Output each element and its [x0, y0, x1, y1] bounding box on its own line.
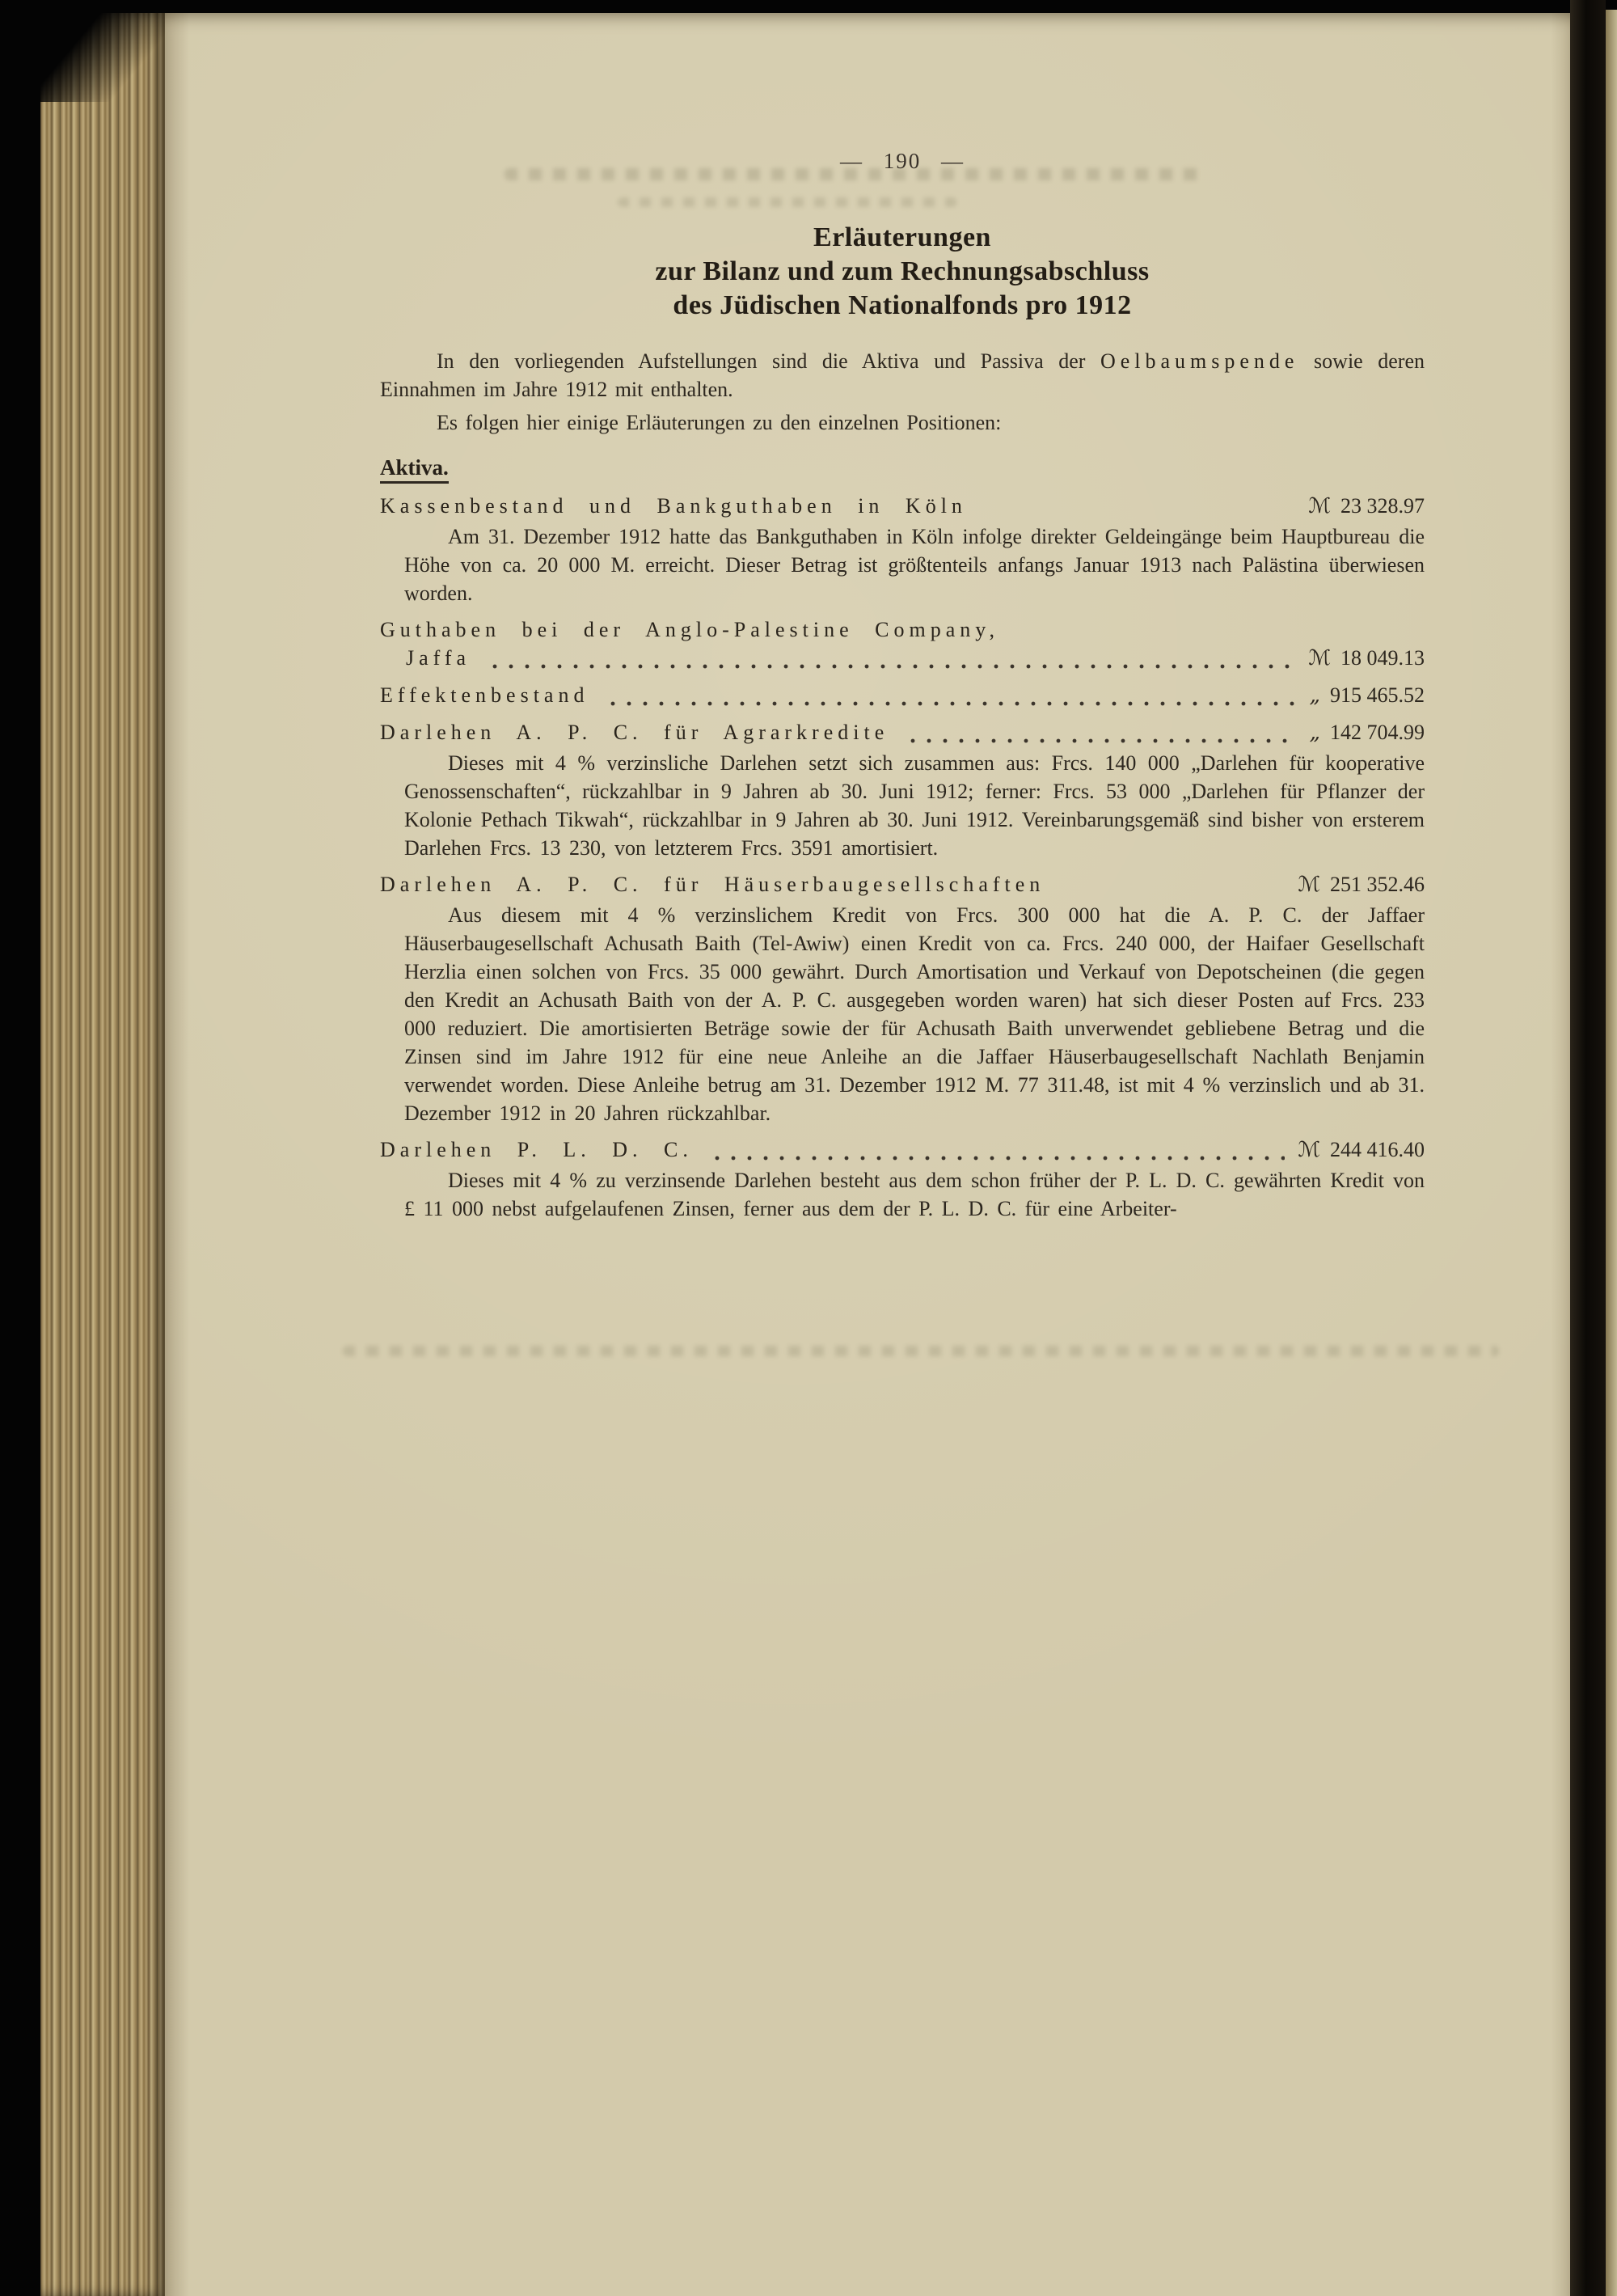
intro-p1-post: sowie deren Einnahmen im Jahre 1912 mit enthalten.: [380, 349, 1425, 401]
page-number: — 190 —: [840, 149, 965, 173]
page-gutter-shadow: [1570, 0, 1606, 2296]
entry-body-paragraph: Aus diesem mit 4 % verzinslichem Kredit von Frcs. 300 000 hat die A. P. C. der Jaffaer Häuserbaugesellschaft Achusath Baith (Tel-Awiw) einen Kredit von ca. Frcs. 240 000, der Haifaer Gesellschaft Herzlia einen solchen von Frcs. 35 000 gewährt. Durch Amortisation und Verkauf von Depotscheinen (die gegen den Kredit an Achusath Baith von der A. P. C. ausgegeben worden waren) hat sich dieser Posten auf Frcs. 233 000 reduziert. Die amortisierten Beträge sowie der für Achusath Baith unverwendet gebliebene Betrag und die Zinsen sind im Jahre 1912 für eine neue Anleihe an die Jaffaer Häuserbaugesellschaft Nachlath Benjamin verwendet worden. Diese Anleihe betrug am 31. Dezember 1912 M. 77 311.48, ist mit 4 % verzinslich und ab 31. Dezember 1912 in 20 Jahren rückzahlbar.: [404, 903, 1425, 1125]
ledger-entry: [380, 615, 1425, 673]
intro-paragraph-1: [380, 347, 1425, 404]
entry-amount: 18 049.13: [1340, 646, 1425, 670]
entry-heading-row: [380, 718, 1425, 747]
print-bleedthrough-artifact-bottom: [343, 1346, 1499, 1356]
entry-amount: 244 416.40: [1330, 1138, 1425, 1161]
currency-mark: ℳ: [1298, 873, 1320, 897]
intro-paragraph-2: Es folgen hier einige Erläuterungen zu den einzelnen Positionen:: [437, 411, 1002, 434]
entry-body-paragraph: Dieses mit 4 % zu verzinsende Darlehen besteht aus dem schon früher der P. L. D. C. gewährten Kredit von £ 11 000 nebst aufgelaufenen Zinsen, ferner aus dem der P. L. D. C. für eine Arbeiter-: [404, 1169, 1425, 1220]
title-line-2: zur Bilanz und zum Rechnungsabschluss: [655, 256, 1150, 286]
section-heading-row: [380, 437, 1425, 484]
ledger-entries: [380, 492, 1425, 1223]
adjacent-page-edge: [1606, 10, 1617, 2296]
entry-amount: 23 328.97: [1340, 494, 1425, 518]
ledger-entry: [380, 870, 1425, 1127]
title-line-3: des Jüdischen Nationalfonds pro 1912: [673, 290, 1132, 320]
entry-heading-row-continued: [406, 644, 1425, 673]
dot-leader: [709, 1144, 1285, 1165]
entry-heading-label: Darlehen A. P. C. für Agrarkredite: [380, 721, 889, 744]
currency-mark: ℳ: [1308, 494, 1331, 518]
title-line-1: Erläuterungen: [813, 222, 991, 252]
entry-heading-row: [380, 1135, 1425, 1165]
entry-heading-label: Darlehen P. L. D. C.: [380, 1138, 693, 1161]
entry-amount: 915 465.52: [1330, 683, 1425, 707]
entry-heading-label: Kassenbestand und Bankguthaben in Köln: [380, 494, 967, 518]
entry-heading-row: [380, 492, 1425, 521]
currency-mark: „: [1309, 721, 1320, 745]
ledger-entry: [380, 492, 1425, 607]
entry-body-paragraph: Dieses mit 4 % verzinsliche Darlehen setzt sich zusammen aus: Frcs. 140 000 „Darlehen für kooperative Genossenschaften“, rückzahlbar in 9 Jahren ab 30. Juni 1912; ferner: Frcs. 53 000 „Darlehen für Pflanzer der Kolonie Pethach Tikwah“, rückzahlbar in 9 Jahren ab 30. Juni 1912. Vereinbarungsgemäß sind bisher von ersterem Darlehen Frcs. 13 230, von letzterem Frcs. 3591 amortisiert.: [404, 751, 1425, 860]
entry-heading-label: Guthaben bei der Anglo-Palestine Company,: [380, 618, 1000, 641]
currency-mark: ℳ: [1298, 1138, 1320, 1162]
ledger-entry: [380, 718, 1425, 862]
entry-amount: 142 704.99: [1330, 721, 1425, 744]
intro-p1-pre: In den vorliegenden Aufstellungen sind die Aktiva und Passiva der: [437, 349, 1086, 373]
currency-mark: ℳ: [1308, 646, 1331, 670]
entry-heading-row: [380, 615, 1425, 644]
currency-mark: „: [1309, 683, 1320, 708]
page-content: [380, 149, 1425, 1223]
entry-heading-label: Darlehen A. P. C. für Häuserbaugesellschaften: [380, 873, 1045, 896]
entry-heading-row: [380, 681, 1425, 710]
entry-amount: 251 352.46: [1330, 873, 1425, 896]
section-heading-aktiva: Aktiva.: [380, 455, 449, 484]
entry-heading-row: [380, 870, 1425, 899]
book-page: [165, 13, 1570, 2296]
intro-p1-emphasis: Oelbaumspende: [1100, 349, 1299, 373]
page-title: [380, 221, 1425, 323]
entry-body-paragraph: Am 31. Dezember 1912 hatte das Bankguthaben in Köln infolge direkter Geldeingänge beim Hauptbureau die Höhe von ca. 20 000 M. erreicht. Dieser Betrag ist größtenteils anfangs Januar 1913 nach Palästina überwiesen worden.: [404, 525, 1425, 605]
dot-leader: [605, 689, 1296, 710]
book-page-edges: [40, 13, 167, 2296]
ledger-entry: [380, 681, 1425, 710]
dot-leader: [905, 726, 1296, 747]
entry-heading-label-continued: Jaffa: [406, 646, 471, 670]
dot-leader: [487, 652, 1295, 673]
entry-heading-label: Effektenbestand: [380, 683, 589, 707]
ledger-entry: [380, 1135, 1425, 1223]
